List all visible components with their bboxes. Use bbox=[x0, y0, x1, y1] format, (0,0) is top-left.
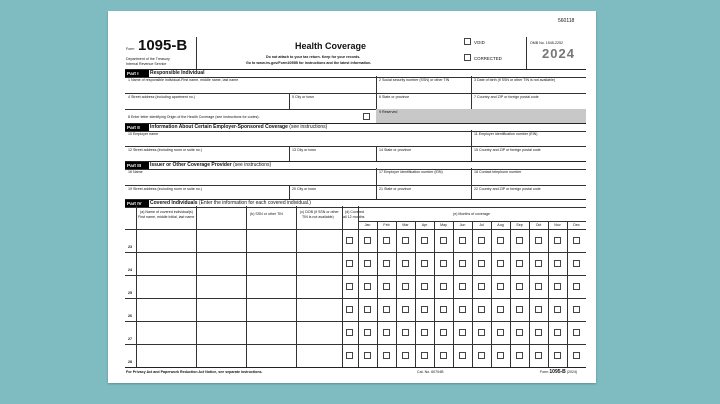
omb-number: OMB No. 1545-2252 bbox=[530, 41, 563, 45]
month-checkbox-apr[interactable] bbox=[421, 306, 428, 313]
form-subtitle-1: Do not attach to your tax return. Keep for your records. bbox=[266, 55, 361, 59]
col-e-header: (e) Months of coverage bbox=[453, 212, 490, 216]
col-a-header: (a) Name of covered individual(s) bbox=[140, 210, 193, 214]
month-checkbox-feb[interactable] bbox=[383, 306, 390, 313]
month-checkbox-nov[interactable] bbox=[554, 329, 561, 336]
month-checkbox-aug[interactable] bbox=[497, 306, 504, 313]
void-checkbox[interactable] bbox=[464, 38, 471, 45]
month-header-jan: Jan bbox=[364, 223, 371, 227]
month-checkbox-aug[interactable] bbox=[497, 352, 504, 359]
col-d-subheader: all 12 months bbox=[343, 215, 365, 219]
month-checkbox-apr[interactable] bbox=[421, 283, 428, 290]
month-checkbox-aug[interactable] bbox=[497, 329, 504, 336]
month-header-sep: Sep bbox=[516, 223, 523, 227]
month-checkbox-may[interactable] bbox=[440, 283, 447, 290]
month-checkbox-mar[interactable] bbox=[402, 329, 409, 336]
origin-code-box[interactable] bbox=[363, 113, 370, 120]
month-checkbox-jun[interactable] bbox=[459, 352, 466, 359]
month-checkbox-dec[interactable] bbox=[573, 306, 580, 313]
field-4-label: 4 Street address (including apartment no.) bbox=[128, 95, 196, 99]
month-header-apr: Apr bbox=[421, 223, 428, 227]
month-checkbox-oct[interactable] bbox=[535, 329, 542, 336]
part-2-header bbox=[125, 123, 586, 132]
month-checkbox-jan[interactable] bbox=[364, 260, 371, 267]
month-checkbox-may[interactable] bbox=[440, 352, 447, 359]
field-1-label: 1 Name of responsible individual-First name, middle name, last name bbox=[128, 78, 239, 82]
part-3-title-note: (see instructions) bbox=[233, 162, 272, 168]
field-10-label: 10 Employer name bbox=[128, 132, 159, 136]
form-1095b-page bbox=[108, 11, 596, 383]
month-checkbox-aug[interactable] bbox=[497, 260, 504, 267]
field-19-label: 19 Street address (including room or suite no.) bbox=[128, 187, 202, 191]
row-number-25: 25 bbox=[128, 291, 132, 295]
field-8-label: 8 Enter letter identifying Origin of the Health Coverage (see instructions for codes): bbox=[128, 115, 260, 119]
field-20-label: 20 City or town bbox=[292, 187, 316, 191]
month-checkbox-mar[interactable] bbox=[402, 260, 409, 267]
month-checkbox-nov[interactable] bbox=[554, 260, 561, 267]
month-checkbox-sep[interactable] bbox=[516, 237, 523, 244]
col-a-subheader: First name, middle initial, last name bbox=[138, 215, 195, 219]
form-reference-year: (2024) bbox=[566, 370, 578, 374]
month-checkbox-jan[interactable] bbox=[364, 237, 371, 244]
month-checkbox-feb[interactable] bbox=[383, 329, 390, 336]
month-checkbox-jul[interactable] bbox=[478, 306, 485, 313]
form-reference-prefix: Form bbox=[540, 370, 549, 374]
col-c-header: (c) DOB (if SSN or other bbox=[300, 210, 339, 214]
month-checkbox-jul[interactable] bbox=[478, 352, 485, 359]
reserved-field bbox=[376, 109, 586, 123]
month-checkbox-nov[interactable] bbox=[554, 237, 561, 244]
void-label: VOID bbox=[474, 40, 485, 45]
part-1-header bbox=[125, 69, 586, 78]
month-header-nov: Nov bbox=[554, 223, 561, 227]
month-checkbox-sep[interactable] bbox=[516, 352, 523, 359]
month-checkbox-apr[interactable] bbox=[421, 237, 428, 244]
covered-all-12-months-checkbox[interactable] bbox=[346, 306, 353, 313]
month-checkbox-dec[interactable] bbox=[573, 352, 580, 359]
field-21-label: 21 State or province bbox=[379, 187, 412, 191]
month-checkbox-aug[interactable] bbox=[497, 283, 504, 290]
month-header-jun: Jun bbox=[459, 223, 466, 227]
corrected-checkbox[interactable] bbox=[464, 54, 471, 61]
col-d-header: (d) Covered bbox=[345, 210, 364, 214]
month-checkbox-may[interactable] bbox=[440, 260, 447, 267]
month-checkbox-oct[interactable] bbox=[535, 260, 542, 267]
month-checkbox-oct[interactable] bbox=[535, 306, 542, 313]
month-checkbox-jul[interactable] bbox=[478, 329, 485, 336]
month-checkbox-may[interactable] bbox=[440, 237, 447, 244]
month-checkbox-jun[interactable] bbox=[459, 329, 466, 336]
row-number-23: 23 bbox=[128, 245, 132, 249]
month-checkbox-dec[interactable] bbox=[573, 237, 580, 244]
col-b-header: (b) SSN or other TIN bbox=[250, 212, 283, 216]
field-16-label: 16 Name bbox=[128, 170, 143, 174]
agency-line: Internal Revenue Service bbox=[126, 62, 167, 66]
corrected-label: CORRECTED bbox=[474, 56, 502, 61]
month-header-oct: Oct bbox=[535, 223, 542, 227]
catalog-number: Cat. No. 60704B bbox=[417, 370, 444, 374]
part-3-title: Issuer or Other Coverage Provider bbox=[150, 162, 232, 168]
month-checkbox-jan[interactable] bbox=[364, 283, 371, 290]
privacy-notice: For Privacy Act and Paperwork Reduction Act Notice, see separate instructions. bbox=[126, 370, 263, 374]
part-2-title: Information About Certain Employer-Sponsored Coverage bbox=[150, 124, 288, 130]
month-checkbox-feb[interactable] bbox=[383, 237, 390, 244]
month-checkbox-oct[interactable] bbox=[535, 283, 542, 290]
field-11-label: 11 Employer identification number (EIN) bbox=[474, 132, 538, 136]
month-checkbox-jul[interactable] bbox=[478, 283, 485, 290]
part-1-title: Responsible Individual bbox=[150, 70, 205, 76]
month-checkbox-aug[interactable] bbox=[497, 237, 504, 244]
part-4-title-note: (Enter the information for each covered individual.) bbox=[198, 200, 311, 206]
part-4-label: Part IV bbox=[125, 200, 149, 207]
part-2-title-note: (see instructions) bbox=[289, 124, 328, 130]
field-13-label: 13 City or town bbox=[292, 148, 316, 152]
month-checkbox-jun[interactable] bbox=[459, 283, 466, 290]
month-header-aug: Aug bbox=[497, 223, 504, 227]
month-checkbox-feb[interactable] bbox=[383, 260, 390, 267]
field-9-label: 9 Reserved bbox=[379, 110, 398, 114]
month-header-feb: Feb bbox=[383, 223, 390, 227]
month-checkbox-jun[interactable] bbox=[459, 260, 466, 267]
field-7-label: 7 Country and ZIP or foreign postal code bbox=[474, 95, 539, 99]
month-checkbox-jul[interactable] bbox=[478, 237, 485, 244]
field-2-label: 2 Social security number (SSN) or other TIN bbox=[379, 78, 450, 82]
month-checkbox-jul[interactable] bbox=[478, 260, 485, 267]
part-3-label: Part III bbox=[125, 162, 149, 169]
month-checkbox-dec[interactable] bbox=[573, 283, 580, 290]
month-checkbox-sep[interactable] bbox=[516, 306, 523, 313]
month-checkbox-oct[interactable] bbox=[535, 352, 542, 359]
covered-all-12-months-checkbox[interactable] bbox=[346, 352, 353, 359]
month-checkbox-feb[interactable] bbox=[383, 283, 390, 290]
month-checkbox-mar[interactable] bbox=[402, 283, 409, 290]
month-checkbox-nov[interactable] bbox=[554, 306, 561, 313]
month-checkbox-dec[interactable] bbox=[573, 260, 580, 267]
row-number-27: 27 bbox=[128, 337, 132, 341]
month-checkbox-dec[interactable] bbox=[573, 329, 580, 336]
month-checkbox-sep[interactable] bbox=[516, 329, 523, 336]
month-checkbox-mar[interactable] bbox=[402, 352, 409, 359]
form-code: 560118 bbox=[558, 18, 575, 24]
month-checkbox-may[interactable] bbox=[440, 329, 447, 336]
covered-all-12-months-checkbox[interactable] bbox=[346, 237, 353, 244]
month-header-dec: Dec bbox=[573, 223, 580, 227]
part-3-header bbox=[125, 161, 586, 170]
month-checkbox-nov[interactable] bbox=[554, 283, 561, 290]
form-subtitle-2: Go to www.irs.gov/Form1095B for instructions and the latest information. bbox=[246, 61, 372, 65]
month-checkbox-mar[interactable] bbox=[402, 306, 409, 313]
part-4-header bbox=[125, 199, 586, 208]
part-1-label: Part I bbox=[125, 70, 149, 77]
field-18-label: 18 Contact telephone number bbox=[474, 170, 522, 174]
field-15-label: 15 Country and ZIP or foreign postal code bbox=[474, 148, 541, 152]
month-checkbox-jan[interactable] bbox=[364, 329, 371, 336]
month-checkbox-oct[interactable] bbox=[535, 237, 542, 244]
field-22-label: 22 Country and ZIP or foreign postal code bbox=[474, 187, 541, 191]
field-6-label: 6 State or province bbox=[379, 95, 410, 99]
covered-all-12-months-checkbox[interactable] bbox=[346, 283, 353, 290]
tax-year: 2024 bbox=[542, 46, 575, 61]
field-3-label: 3 Date of birth (if SSN or other TIN is not available) bbox=[474, 78, 556, 82]
month-checkbox-nov[interactable] bbox=[554, 352, 561, 359]
month-checkbox-feb[interactable] bbox=[383, 352, 390, 359]
month-checkbox-may[interactable] bbox=[440, 306, 447, 313]
row-number-26: 26 bbox=[128, 314, 132, 318]
col-c-subheader: TIN is not available) bbox=[302, 215, 334, 219]
row-number-24: 24 bbox=[128, 268, 132, 272]
covered-all-12-months-checkbox[interactable] bbox=[346, 329, 353, 336]
month-checkbox-apr[interactable] bbox=[421, 352, 428, 359]
form-label: Form bbox=[126, 47, 135, 51]
month-header-may: May bbox=[440, 223, 447, 227]
department-line: Department of the Treasury bbox=[126, 57, 170, 61]
part-2-label: Part II bbox=[125, 124, 149, 131]
row-number-28: 28 bbox=[128, 360, 132, 364]
form-reference-number: 1095-B bbox=[549, 369, 566, 375]
month-checkbox-jun[interactable] bbox=[459, 306, 466, 313]
field-5-label: 5 City or town bbox=[292, 95, 314, 99]
month-checkbox-sep[interactable] bbox=[516, 283, 523, 290]
month-checkbox-mar[interactable] bbox=[402, 237, 409, 244]
month-checkbox-apr[interactable] bbox=[421, 260, 428, 267]
field-12-label: 12 Street address (including room or suite no.) bbox=[128, 148, 202, 152]
month-checkbox-jan[interactable] bbox=[364, 306, 371, 313]
form-reference bbox=[540, 370, 577, 374]
part-4-title: Covered Individuals bbox=[150, 200, 198, 206]
month-header-mar: Mar bbox=[402, 223, 409, 227]
month-checkbox-apr[interactable] bbox=[421, 329, 428, 336]
month-checkbox-jun[interactable] bbox=[459, 237, 466, 244]
month-header-jul: Jul bbox=[479, 223, 484, 227]
field-17-label: 17 Employer identification number (EIN) bbox=[379, 170, 443, 174]
month-checkbox-jan[interactable] bbox=[364, 352, 371, 359]
covered-all-12-months-checkbox[interactable] bbox=[346, 260, 353, 267]
field-14-label: 14 State or province bbox=[379, 148, 412, 152]
month-checkbox-sep[interactable] bbox=[516, 260, 523, 267]
form-title: Health Coverage bbox=[295, 41, 367, 51]
form-number: 1095-B bbox=[138, 37, 188, 54]
